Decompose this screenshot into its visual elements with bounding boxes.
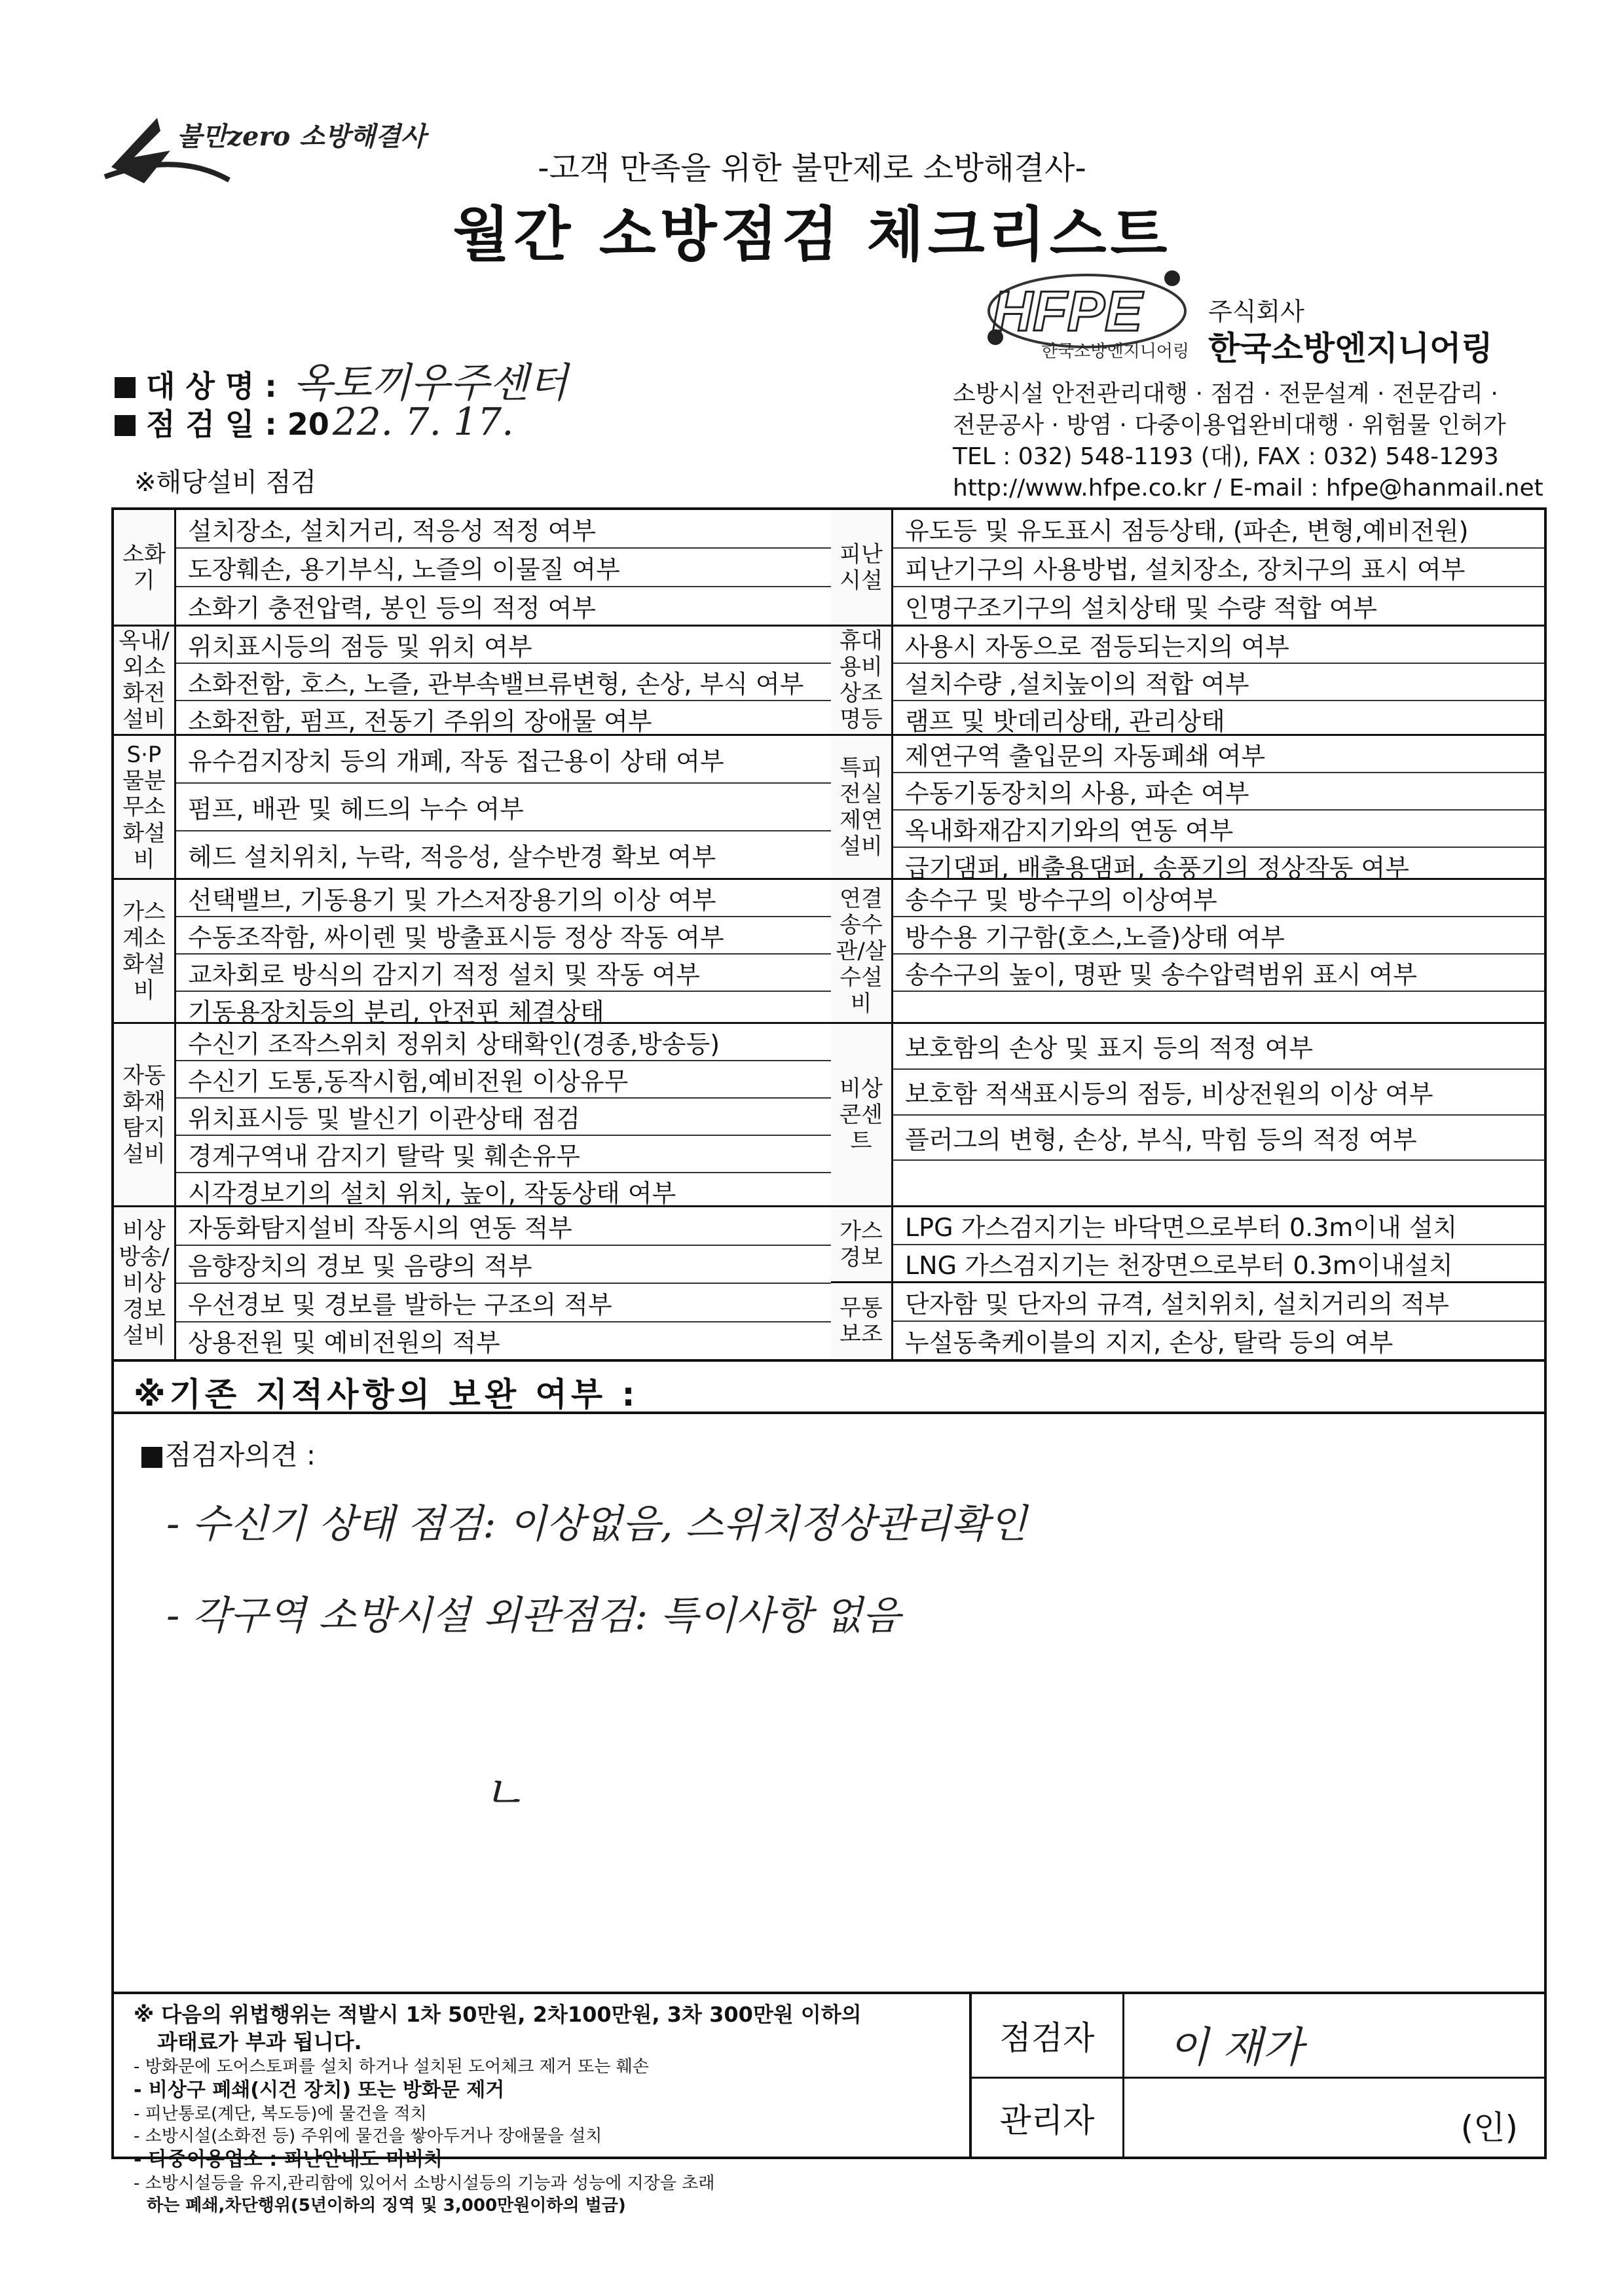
manager-row [972, 2077, 1544, 2159]
check-item: LPG 가스검지기는 바닥면으로부터 0.3m이내 설치 [893, 1207, 1544, 1245]
manager-label: 관리자 [972, 2077, 1124, 2159]
check-item: 제연구역 출입문의 자동폐쇄 여부 [893, 736, 1544, 773]
check-item: 교차회로 방식의 감지기 적정 설치 및 작동 여부 [176, 955, 831, 992]
category-label: 소화기 [114, 510, 176, 625]
check-item: 방수용 기구함(호스,노즐)상태 여부 [893, 917, 1544, 955]
check-item: 단자함 및 단자의 규격, 설치위치, 설치거리의 적부 [893, 1283, 1544, 1322]
category-label: 비상방송/비상경보설비 [114, 1207, 176, 1359]
category-label: 연결송수관/살수설비 [831, 880, 893, 1022]
page-title: 월간 소방점검 체크리스트 [452, 200, 1172, 269]
bullet-square-icon [115, 415, 136, 436]
check-item: 선택밸브, 기동용기 및 가스저장용기의 이상 여부 [176, 880, 831, 917]
hfpe-logo [976, 259, 1198, 370]
check-item: 시각경보기의 설치 위치, 높이, 작동상태 여부 [188, 1179, 676, 1208]
signature-box [972, 1992, 1544, 2159]
web-line: http://www.hfpe.co.kr / E-mail : hfpe@hanmail.net [953, 475, 1543, 501]
check-item: 소화전함, 펌프, 전동기 주위의 장애물 여부 [188, 707, 652, 736]
check-item: 수동조작함, 싸이렌 및 방출표시등 정상 작동 여부 [176, 917, 831, 955]
check-item: 플러그의 변형, 손상, 부식, 막힘 등의 적정 여부 [893, 1116, 1544, 1161]
note: ※해당설비 점검 [134, 467, 317, 498]
penalty-item: 하는 폐쇄,차단행위(5년이하의 징역 및 3,000만원이하의 벌금) [147, 2196, 626, 2215]
category-label: 휴대용비상조명등 [831, 627, 893, 734]
category-label: 옥내/외소화전설비 [114, 627, 176, 734]
category-label: 무통보조 [831, 1283, 893, 1359]
logo-text: 불만zero 소방해결사 [177, 121, 426, 152]
penalty-head: ※ 다음의 위법행위는 적발시 1차 50만원, 2차100만원, 3차 300만원 이하의 [134, 2002, 862, 2027]
section-row [114, 510, 1544, 627]
inspector-label: 점검자 [972, 1994, 1124, 2077]
bullet-square-icon [115, 377, 136, 398]
check-item: 경계구역내 감지기 탈락 및 훼손유무 [176, 1136, 831, 1173]
page-subtitle: -고객 만족을 위한 불만제로 소방해결사- [538, 150, 1086, 187]
penalty-item: - 피난통로(계단, 복도등)에 물건을 적치 [134, 2104, 427, 2124]
date-label: 점 검 일 : 20 [146, 407, 329, 442]
check-item: 누설동축케이블의 지지, 손상, 탈락 등의 여부 [905, 1328, 1393, 1357]
company-services [953, 378, 1543, 504]
service-line: 전문공사 · 방염 · 다중이용업완비대행 · 위험물 인허가 [953, 412, 1506, 439]
inspector-signature[interactable]: 이 재가 [1168, 2024, 1303, 2072]
checklist-table [111, 507, 1547, 1362]
section-row [114, 736, 1544, 883]
section-row [114, 1207, 1544, 1359]
check-item: 기동용장치등의 분리, 안전핀 체결상태 [188, 998, 604, 1027]
sub-section [831, 1283, 1544, 1359]
service-line: 소방시설 안전관리대행 · 점검 · 전문설계 · 전문감리 · [953, 380, 1498, 407]
check-item: 자동화탐지설비 작동시의 연동 적부 [176, 1207, 831, 1246]
section-row [114, 880, 1544, 1027]
check-item: 사용시 자동으로 점등되는지의 여부 [893, 627, 1544, 664]
opinion-line[interactable]: - 각구역 소방시설 외관점검: 특이사항 없음 [166, 1593, 901, 1639]
sub-section [831, 1207, 1544, 1283]
check-item [893, 992, 1544, 1022]
category-label: 가스경보 [831, 1207, 893, 1281]
initials-mark: ㄴ [481, 1765, 526, 1820]
check-item: 위치표시등 및 발신기 이관상태 점검 [176, 1099, 831, 1136]
category-label: 비상콘센트 [831, 1024, 893, 1205]
hfpe-mark: HFPE [992, 280, 1143, 343]
check-item: LNG 가스검지기는 천장면으로부터 0.3m이내설치 [905, 1250, 1453, 1280]
target-value[interactable]: 옥토끼우주센터 [293, 359, 568, 407]
inspector-row [972, 1994, 1544, 2079]
check-item: 유도등 및 유도표시 점등상태, (파손, 변형,예비전원) [893, 510, 1544, 549]
penalty-item: - 소방시설(소화전 등) 주위에 물건을 쌓아두거나 장애물을 설치 [134, 2126, 602, 2146]
opinion-line[interactable]: - 수신기 상태 점검: 이상없음, 스위치정상관리확인 [166, 1501, 1027, 1547]
category-label: 특피전실제연설비 [831, 736, 893, 878]
target-label: 대 상 명 : [146, 369, 277, 404]
check-item: 송수구 및 방수구의 이상여부 [893, 880, 1544, 917]
check-item: 소화전함, 호스, 노즐, 관부속밸브류변형, 손상, 부식 여부 [176, 664, 831, 701]
check-item: 보호함의 손상 및 표지 등의 적정 여부 [893, 1024, 1544, 1070]
date-value[interactable]: 22. 7. 17. [332, 399, 514, 444]
section-row [114, 1024, 1544, 1207]
hfpe-mark-sub: 한국소방엔지니어링 [1041, 342, 1190, 361]
check-item: 우선경보 및 경보를 발하는 구조의 적부 [176, 1284, 831, 1322]
penalty-item: - 비상구 폐쇄(시건 장치) 또는 방화문 제거 [134, 2079, 505, 2102]
penalty-notice [114, 1992, 972, 2215]
check-item: 수신기 조작스위치 정위치 상태확인(경종,방송등) [176, 1024, 831, 1061]
divider [114, 1412, 1544, 1414]
check-item: 음향장치의 경보 및 음량의 적부 [176, 1246, 831, 1285]
existing-issues-label: ※기존 지적사항의 보완 여부 : [134, 1376, 639, 1413]
check-item: 보호함 적색표시등의 점등, 비상전원의 이상 여부 [893, 1070, 1544, 1116]
check-item: 급기댐퍼, 배출용댐퍼, 송풍기의 정상작동 여부 [905, 854, 1409, 883]
check-item: 옥내화재감지기와의 연동 여부 [893, 811, 1544, 848]
check-item: 펌프, 배관 및 헤드의 누수 여부 [176, 784, 831, 831]
company-name: 한국소방엔지니어링 [1208, 329, 1493, 367]
check-item: 설치장소, 설치거리, 적응성 적정 여부 [176, 510, 831, 549]
category-label: 자동화재탐지설비 [114, 1024, 176, 1205]
check-item: 상용전원 및 예비전원의 적부 [188, 1328, 500, 1358]
category-label: 가스계소화설비 [114, 880, 176, 1022]
remarks-section [111, 1362, 1547, 2215]
opinion-label: ■점검자의견 : [139, 1439, 316, 1471]
check-item: 인명구조기구의 설치상태 및 수량 적합 여부 [905, 594, 1378, 623]
penalty-head: 과태료가 부과 됩니다. [157, 2030, 362, 2054]
check-item: 송수구의 높이, 명판 및 송수압력범위 표시 여부 [893, 955, 1544, 992]
category-label: 피난시설 [831, 510, 893, 625]
check-item: 수동기동장치의 사용, 파손 여부 [893, 773, 1544, 811]
date-row [115, 399, 514, 444]
check-item: 도장훼손, 용기부식, 노즐의 이물질 여부 [176, 549, 831, 587]
check-item: 유수검지장치 등의 개폐, 작동 접근용이 상태 여부 [176, 736, 831, 784]
check-item: 헤드 설치위치, 누락, 적응성, 살수반경 확보 여부 [188, 843, 716, 871]
check-item: 피난기구의 사용방법, 설치장소, 장치구의 표시 여부 [893, 549, 1544, 587]
category-label: S·P물분무소화설비 [114, 736, 176, 878]
check-item: 위치표시등의 점등 및 위치 여부 [176, 627, 831, 664]
check-item: 소화기 충전압력, 봉인 등의 적정 여부 [188, 594, 597, 623]
check-item: 램프 및 밧데리상태, 관리상태 [905, 707, 1225, 736]
seal-mark: (인) [1460, 2109, 1518, 2147]
check-item [893, 1161, 1544, 1205]
company-type: 주식회사 [1208, 297, 1304, 326]
penalty-item: - 소방시설등을 유지,관리함에 있어서 소방시설등의 기능과 성능에 지장을 초래 [134, 2174, 715, 2193]
section-row [114, 627, 1544, 736]
penalty-item: - 다중이용업소 : 피난안내도 미비치 [134, 2148, 443, 2171]
contact-line: TEL : 032) 548-1193 (대), FAX : 032) 548-1293 [953, 443, 1499, 470]
check-item: 수신기 도통,동작시험,예비전원 이상유무 [176, 1061, 831, 1099]
penalty-item: - 방화문에 도어스토퍼를 설치 하거나 설치된 도어체크 제거 또는 훼손 [134, 2057, 650, 2077]
check-item: 설치수량 ,설치높이의 적합 여부 [893, 664, 1544, 701]
